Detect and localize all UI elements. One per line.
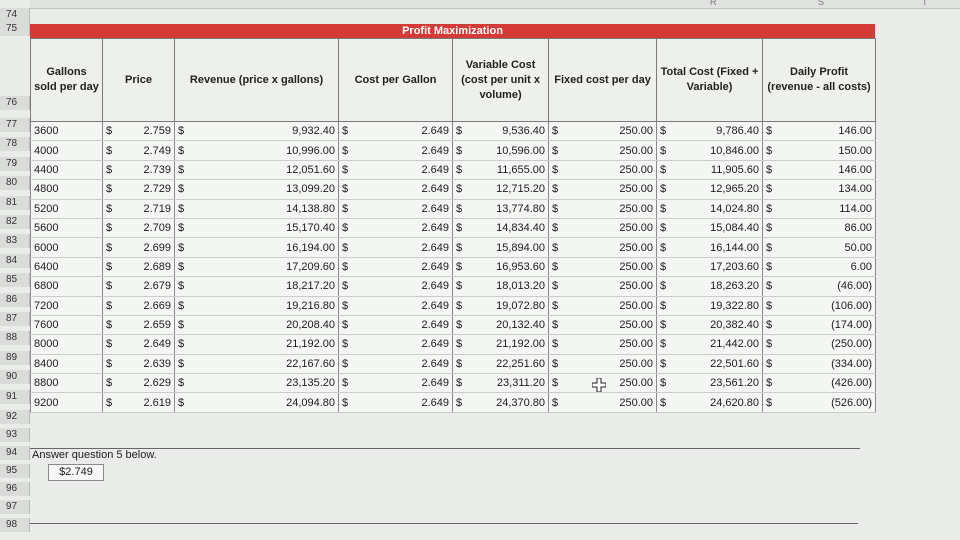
currency-symbol: $ — [549, 141, 563, 160]
currency-symbol: $ — [339, 374, 353, 393]
row-number[interactable]: 93 — [0, 428, 30, 442]
cell-revenue[interactable]: 16,194.00 — [189, 238, 339, 257]
row-number[interactable]: 94 — [0, 446, 30, 460]
cell-fixed-cost[interactable]: 250.00 — [563, 199, 657, 218]
table-row — [31, 374, 876, 393]
currency-symbol: $ — [103, 354, 117, 373]
currency-symbol: $ — [657, 393, 671, 412]
cell-daily-profit[interactable]: 146.00 — [777, 160, 876, 179]
cell-total-cost[interactable]: 17,203.60 — [671, 257, 763, 276]
column-header-strip — [30, 0, 960, 9]
currency-symbol: $ — [339, 277, 353, 296]
cell-price[interactable]: 2.719 — [117, 199, 175, 218]
currency-symbol: $ — [657, 141, 671, 160]
cell-cost-per-gallon[interactable]: 2.649 — [353, 354, 453, 373]
cell-price[interactable]: 2.749 — [117, 141, 175, 160]
cell-gallons[interactable]: 6000 — [31, 238, 103, 257]
currency-symbol: $ — [763, 160, 777, 179]
cell-total-cost[interactable]: 21,442.00 — [671, 335, 763, 354]
cell-cost-per-gallon[interactable]: 2.649 — [353, 393, 453, 412]
cell-variable-cost[interactable]: 19,072.80 — [467, 296, 549, 315]
currency-symbol: $ — [453, 122, 467, 141]
currency-symbol: $ — [763, 354, 777, 373]
cell-price[interactable]: 2.619 — [117, 393, 175, 412]
currency-symbol: $ — [453, 180, 467, 199]
cell-variable-cost[interactable]: 11,655.00 — [467, 160, 549, 179]
cell-revenue[interactable]: 17,209.60 — [189, 257, 339, 276]
cell-gallons[interactable]: 5200 — [31, 199, 103, 218]
cell-fixed-cost[interactable]: 250.00 — [563, 160, 657, 179]
header-price[interactable]: Price — [103, 39, 175, 122]
currency-symbol: $ — [175, 218, 189, 237]
cell-price[interactable]: 2.629 — [117, 374, 175, 393]
currency-symbol: $ — [657, 180, 671, 199]
currency-symbol: $ — [763, 335, 777, 354]
cell-gallons[interactable]: 4400 — [31, 160, 103, 179]
cell-revenue[interactable]: 10,996.00 — [189, 141, 339, 160]
currency-symbol: $ — [549, 180, 563, 199]
currency-symbol: $ — [657, 218, 671, 237]
header-revenue[interactable]: Revenue (price x gallons) — [175, 39, 339, 122]
row-number[interactable]: 80 — [0, 176, 30, 190]
answer-prompt[interactable]: Answer question 5 below. — [32, 449, 157, 461]
cell-gallons[interactable]: 6800 — [31, 277, 103, 296]
table-row — [31, 122, 876, 141]
table-row — [31, 335, 876, 354]
row-number[interactable]: 97 — [0, 500, 30, 514]
cell-variable-cost[interactable]: 15,894.00 — [467, 238, 549, 257]
row-number[interactable]: 76 — [0, 96, 30, 110]
cell-price[interactable]: 2.699 — [117, 238, 175, 257]
header-variable-cost[interactable]: Variable Cost (cost per unit x volume) — [453, 39, 549, 122]
cell-gallons[interactable]: 4800 — [31, 180, 103, 199]
currency-symbol: $ — [657, 160, 671, 179]
cell-daily-profit[interactable]: (526.00) — [777, 393, 876, 412]
cell-total-cost[interactable]: 14,024.80 — [671, 199, 763, 218]
cell-price[interactable]: 2.739 — [117, 160, 175, 179]
currency-symbol: $ — [175, 277, 189, 296]
cell-daily-profit[interactable]: (106.00) — [777, 296, 876, 315]
currency-symbol: $ — [339, 335, 353, 354]
cell-fixed-cost[interactable]: 250.00 — [563, 393, 657, 412]
cell-daily-profit[interactable]: (46.00) — [777, 277, 876, 296]
row-number[interactable]: 88 — [0, 331, 30, 345]
cell-cost-per-gallon[interactable]: 2.649 — [353, 180, 453, 199]
cell-gallons[interactable]: 8000 — [31, 335, 103, 354]
currency-symbol: $ — [339, 160, 353, 179]
row-number[interactable]: 83 — [0, 234, 30, 248]
header-cost-per-gallon[interactable]: Cost per Gallon — [339, 39, 453, 122]
currency-symbol: $ — [103, 141, 117, 160]
currency-symbol: $ — [763, 238, 777, 257]
cell-gallons[interactable]: 8800 — [31, 374, 103, 393]
currency-symbol: $ — [549, 277, 563, 296]
cell-fixed-cost[interactable]: 250.00 — [563, 277, 657, 296]
currency-symbol: $ — [339, 296, 353, 315]
answer-cell[interactable]: $2.749 — [48, 464, 104, 481]
cell-gallons[interactable]: 7600 — [31, 315, 103, 334]
currency-symbol: $ — [103, 315, 117, 334]
cell-daily-profit[interactable]: (334.00) — [777, 354, 876, 373]
currency-symbol: $ — [657, 277, 671, 296]
cell-fixed-cost[interactable]: 250.00 — [563, 141, 657, 160]
currency-symbol: $ — [549, 257, 563, 276]
table-row — [31, 160, 876, 179]
currency-symbol: $ — [549, 315, 563, 334]
row-number[interactable]: 95 — [0, 464, 30, 478]
currency-symbol: $ — [763, 122, 777, 141]
currency-symbol: $ — [175, 335, 189, 354]
cell-price[interactable]: 2.659 — [117, 315, 175, 334]
currency-symbol: $ — [453, 199, 467, 218]
row-number[interactable]: 87 — [0, 312, 30, 326]
currency-symbol: $ — [453, 296, 467, 315]
cell-cost-per-gallon[interactable]: 2.649 — [353, 122, 453, 141]
currency-symbol: $ — [175, 374, 189, 393]
currency-symbol: $ — [339, 141, 353, 160]
row-number[interactable]: 85 — [0, 273, 30, 287]
currency-symbol: $ — [453, 374, 467, 393]
row-number[interactable]: 90 — [0, 370, 30, 384]
header-gallons[interactable]: Gallons sold per day — [31, 39, 103, 122]
cell-total-cost[interactable]: 22,501.60 — [671, 354, 763, 373]
cell-price[interactable]: 2.649 — [117, 335, 175, 354]
cell-fixed-cost[interactable]: 250.00 — [563, 257, 657, 276]
currency-symbol: $ — [103, 180, 117, 199]
currency-symbol: $ — [763, 393, 777, 412]
currency-symbol: $ — [657, 354, 671, 373]
currency-symbol: $ — [103, 199, 117, 218]
cell-total-cost[interactable]: 10,846.00 — [671, 141, 763, 160]
row-number[interactable]: 91 — [0, 390, 30, 404]
cell-revenue[interactable]: 18,217.20 — [189, 277, 339, 296]
currency-symbol: $ — [549, 354, 563, 373]
cell-fixed-cost[interactable]: 250.00 — [563, 180, 657, 199]
cell-fixed-cost[interactable]: 250.00 — [563, 122, 657, 141]
cell-total-cost[interactable]: 9,786.40 — [671, 122, 763, 141]
currency-symbol: $ — [453, 218, 467, 237]
currency-symbol: $ — [453, 354, 467, 373]
cell-revenue[interactable]: 9,932.40 — [189, 122, 339, 141]
table-row — [31, 277, 876, 296]
cell-daily-profit[interactable]: (174.00) — [777, 315, 876, 334]
cell-total-cost[interactable]: 12,965.20 — [671, 180, 763, 199]
currency-symbol: $ — [175, 122, 189, 141]
currency-symbol: $ — [175, 315, 189, 334]
currency-symbol: $ — [763, 374, 777, 393]
cell-gallons[interactable]: 4000 — [31, 141, 103, 160]
currency-symbol: $ — [657, 296, 671, 315]
cell-daily-profit[interactable]: 86.00 — [777, 218, 876, 237]
cell-daily-profit[interactable]: (250.00) — [777, 335, 876, 354]
cell-gallons[interactable]: 9200 — [31, 393, 103, 412]
currency-symbol: $ — [657, 122, 671, 141]
cell-variable-cost[interactable]: 21,192.00 — [467, 335, 549, 354]
cell-daily-profit[interactable]: (426.00) — [777, 374, 876, 393]
currency-symbol: $ — [339, 354, 353, 373]
currency-symbol: $ — [453, 160, 467, 179]
currency-symbol: $ — [103, 393, 117, 412]
table-row — [31, 238, 876, 257]
cell-fixed-cost[interactable]: 250.00 — [563, 296, 657, 315]
currency-symbol: $ — [175, 199, 189, 218]
table-row — [31, 218, 876, 237]
cell-total-cost[interactable]: 15,084.40 — [671, 218, 763, 237]
cell-cost-per-gallon[interactable]: 2.649 — [353, 374, 453, 393]
currency-symbol: $ — [549, 199, 563, 218]
currency-symbol: $ — [549, 374, 563, 393]
column-letter-s[interactable]: S — [818, 0, 825, 7]
currency-symbol: $ — [453, 277, 467, 296]
currency-symbol: $ — [763, 315, 777, 334]
row-number[interactable]: 81 — [0, 196, 30, 210]
row-number[interactable]: 74 — [0, 8, 30, 22]
row-number[interactable]: 79 — [0, 157, 30, 171]
cell-variable-cost[interactable]: 9,536.40 — [467, 122, 549, 141]
currency-symbol: $ — [453, 393, 467, 412]
cell-revenue[interactable]: 12,051.60 — [189, 160, 339, 179]
cell-revenue[interactable]: 15,170.40 — [189, 218, 339, 237]
cell-gallons[interactable]: 7200 — [31, 296, 103, 315]
currency-symbol: $ — [103, 296, 117, 315]
currency-symbol: $ — [175, 393, 189, 412]
cell-cost-per-gallon[interactable]: 2.649 — [353, 257, 453, 276]
cell-cost-per-gallon[interactable]: 2.649 — [353, 296, 453, 315]
cell-daily-profit[interactable]: 146.00 — [777, 122, 876, 141]
cell-total-cost[interactable]: 18,263.20 — [671, 277, 763, 296]
currency-symbol: $ — [103, 122, 117, 141]
currency-symbol: $ — [657, 199, 671, 218]
cell-fixed-cost[interactable]: 250.00 — [563, 218, 657, 237]
currency-symbol: $ — [549, 160, 563, 179]
currency-symbol: $ — [175, 141, 189, 160]
currency-symbol: $ — [549, 296, 563, 315]
table-row — [31, 393, 876, 412]
currency-symbol: $ — [339, 199, 353, 218]
row-number[interactable]: 75 — [0, 22, 30, 36]
currency-symbol: $ — [453, 335, 467, 354]
cell-cost-per-gallon[interactable]: 2.649 — [353, 277, 453, 296]
cell-price[interactable]: 2.729 — [117, 180, 175, 199]
currency-symbol: $ — [453, 141, 467, 160]
cell-cost-per-gallon[interactable]: 2.649 — [353, 141, 453, 160]
cell-revenue[interactable]: 20,208.40 — [189, 315, 339, 334]
cell-daily-profit[interactable]: 50.00 — [777, 238, 876, 257]
cell-gallons[interactable]: 5600 — [31, 218, 103, 237]
cell-revenue[interactable]: 24,094.80 — [189, 393, 339, 412]
cell-total-cost[interactable]: 23,561.20 — [671, 374, 763, 393]
cell-gallons[interactable]: 8400 — [31, 354, 103, 373]
row-number[interactable]: 78 — [0, 137, 30, 151]
currency-symbol: $ — [103, 238, 117, 257]
cell-total-cost[interactable]: 11,905.60 — [671, 160, 763, 179]
cell-variable-cost[interactable]: 22,251.60 — [467, 354, 549, 373]
currency-symbol: $ — [339, 257, 353, 276]
currency-symbol: $ — [339, 238, 353, 257]
cell-price[interactable]: 2.709 — [117, 218, 175, 237]
cell-revenue[interactable]: 14,138.80 — [189, 199, 339, 218]
cell-revenue[interactable]: 22,167.60 — [189, 354, 339, 373]
currency-symbol: $ — [549, 218, 563, 237]
cell-cost-per-gallon[interactable]: 2.649 — [353, 218, 453, 237]
currency-symbol: $ — [763, 218, 777, 237]
row-number[interactable]: 84 — [0, 254, 30, 268]
row-number[interactable]: 86 — [0, 293, 30, 307]
currency-symbol: $ — [657, 315, 671, 334]
table-row — [31, 141, 876, 160]
currency-symbol: $ — [549, 335, 563, 354]
currency-symbol: $ — [175, 238, 189, 257]
cell-fixed-cost[interactable]: 250.00 — [563, 335, 657, 354]
currency-symbol: $ — [763, 277, 777, 296]
cell-price[interactable]: 2.759 — [117, 122, 175, 141]
column-letter-r[interactable]: R — [710, 0, 717, 7]
cell-fixed-cost[interactable]: 250.00 — [563, 238, 657, 257]
row-number[interactable]: 82 — [0, 215, 30, 229]
cell-revenue[interactable]: 23,135.20 — [189, 374, 339, 393]
cell-total-cost[interactable]: 20,382.40 — [671, 315, 763, 334]
header-total-cost[interactable]: Total Cost (Fixed + Variable) — [657, 39, 763, 122]
currency-symbol: $ — [657, 374, 671, 393]
cell-cost-per-gallon[interactable]: 2.649 — [353, 160, 453, 179]
currency-symbol: $ — [453, 257, 467, 276]
table-title[interactable]: Profit Maximization — [30, 24, 875, 38]
currency-symbol: $ — [763, 180, 777, 199]
header-fixed-cost[interactable]: Fixed cost per day — [549, 39, 657, 122]
cell-price[interactable]: 2.669 — [117, 296, 175, 315]
cell-daily-profit[interactable]: 114.00 — [777, 199, 876, 218]
currency-symbol: $ — [763, 257, 777, 276]
header-daily-profit[interactable]: Daily Profit (revenue - all costs) — [763, 39, 876, 122]
currency-symbol: $ — [103, 160, 117, 179]
currency-symbol: $ — [549, 393, 563, 412]
currency-symbol: $ — [549, 122, 563, 141]
currency-symbol: $ — [175, 180, 189, 199]
currency-symbol: $ — [657, 257, 671, 276]
currency-symbol: $ — [763, 296, 777, 315]
row-number[interactable]: 98 — [0, 518, 30, 532]
table-row — [31, 180, 876, 199]
cell-variable-cost[interactable]: 14,834.40 — [467, 218, 549, 237]
cell-fixed-cost[interactable]: 250.00 — [563, 374, 657, 393]
cell-fixed-cost[interactable]: 250.00 — [563, 354, 657, 373]
currency-symbol: $ — [175, 257, 189, 276]
cell-variable-cost[interactable]: 10,596.00 — [467, 141, 549, 160]
currency-symbol: $ — [763, 199, 777, 218]
cell-cost-per-gallon[interactable]: 2.649 — [353, 335, 453, 354]
table-row — [31, 257, 876, 276]
cell-variable-cost[interactable]: 23,311.20 — [467, 374, 549, 393]
currency-symbol: $ — [339, 315, 353, 334]
cell-gallons[interactable]: 6400 — [31, 257, 103, 276]
currency-symbol: $ — [175, 160, 189, 179]
cell-daily-profit[interactable]: 134.00 — [777, 180, 876, 199]
currency-symbol: $ — [175, 354, 189, 373]
row-number[interactable]: 89 — [0, 351, 30, 365]
profit-table — [30, 38, 876, 413]
cell-price[interactable]: 2.679 — [117, 277, 175, 296]
crosshair-cursor-icon — [592, 378, 606, 392]
currency-symbol: $ — [175, 296, 189, 315]
table-row — [31, 354, 876, 373]
row-number[interactable]: 92 — [0, 410, 30, 424]
cell-gallons[interactable]: 3600 — [31, 122, 103, 141]
currency-symbol: $ — [103, 277, 117, 296]
cell-cost-per-gallon[interactable]: 2.649 — [353, 315, 453, 334]
table-row — [31, 296, 876, 315]
currency-symbol: $ — [339, 180, 353, 199]
cell-revenue[interactable]: 19,216.80 — [189, 296, 339, 315]
table-row — [31, 199, 876, 218]
row-number[interactable]: 77 — [0, 118, 30, 132]
currency-symbol: $ — [657, 238, 671, 257]
cell-total-cost[interactable]: 16,144.00 — [671, 238, 763, 257]
currency-symbol: $ — [763, 141, 777, 160]
currency-symbol: $ — [103, 374, 117, 393]
header-row — [31, 39, 876, 122]
cell-variable-cost[interactable]: 20,132.40 — [467, 315, 549, 334]
column-letter-t[interactable]: T — [922, 0, 928, 7]
cell-total-cost[interactable]: 19,322.80 — [671, 296, 763, 315]
row-number[interactable]: 96 — [0, 482, 30, 496]
cell-cost-per-gallon[interactable]: 2.649 — [353, 238, 453, 257]
currency-symbol: $ — [453, 315, 467, 334]
cell-price[interactable]: 2.639 — [117, 354, 175, 373]
cell-variable-cost[interactable]: 16,953.60 — [467, 257, 549, 276]
cell-daily-profit[interactable]: 6.00 — [777, 257, 876, 276]
currency-symbol: $ — [453, 238, 467, 257]
currency-symbol: $ — [657, 335, 671, 354]
cell-cost-per-gallon[interactable]: 2.649 — [353, 199, 453, 218]
cell-revenue[interactable]: 21,192.00 — [189, 335, 339, 354]
cell-variable-cost[interactable]: 12,715.20 — [467, 180, 549, 199]
cell-daily-profit[interactable]: 150.00 — [777, 141, 876, 160]
currency-symbol: $ — [339, 122, 353, 141]
currency-symbol: $ — [339, 393, 353, 412]
cell-price[interactable]: 2.689 — [117, 257, 175, 276]
currency-symbol: $ — [103, 218, 117, 237]
cell-total-cost[interactable]: 24,620.80 — [671, 393, 763, 412]
cell-variable-cost[interactable]: 24,370.80 — [467, 393, 549, 412]
cell-variable-cost[interactable]: 13,774.80 — [467, 199, 549, 218]
currency-symbol: $ — [103, 257, 117, 276]
currency-symbol: $ — [339, 218, 353, 237]
currency-symbol: $ — [103, 335, 117, 354]
cell-fixed-cost[interactable]: 250.00 — [563, 315, 657, 334]
currency-symbol: $ — [549, 238, 563, 257]
divider-line — [30, 523, 858, 524]
cell-variable-cost[interactable]: 18,013.20 — [467, 277, 549, 296]
table-row — [31, 315, 876, 334]
cell-revenue[interactable]: 13,099.20 — [189, 180, 339, 199]
